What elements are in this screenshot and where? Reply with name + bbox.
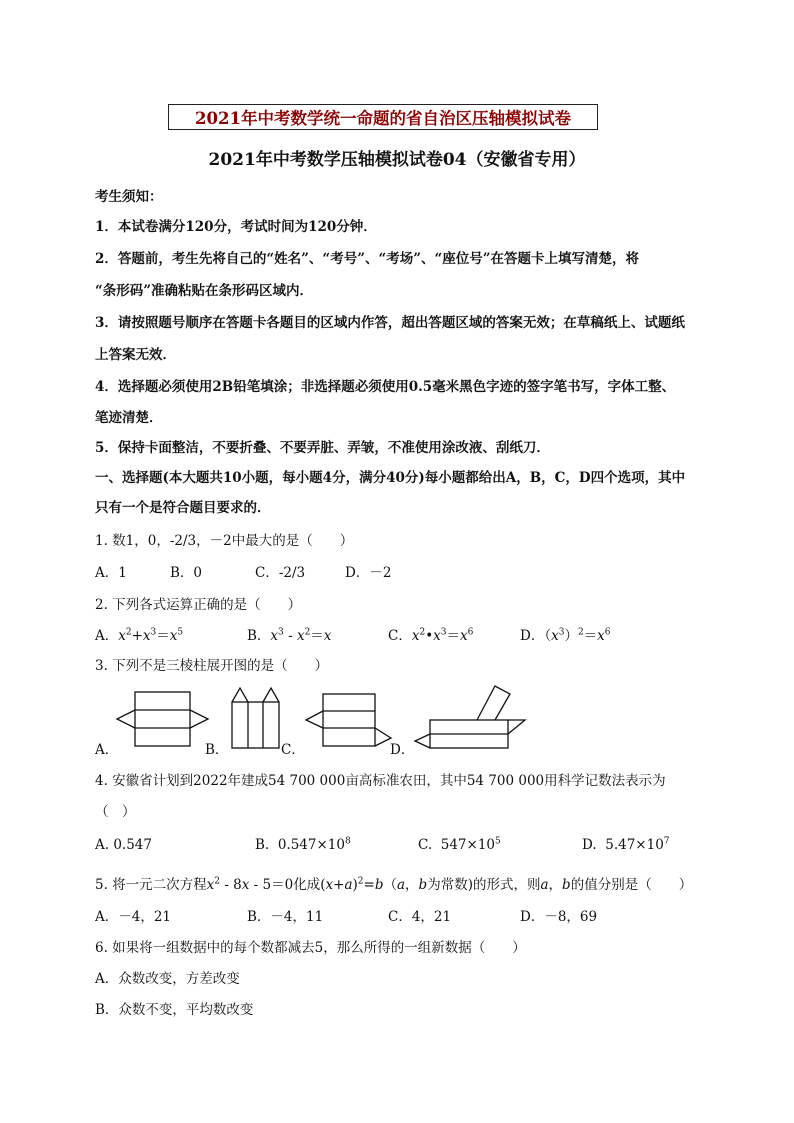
q5-option-b: B．－4，11 (247, 909, 324, 925)
notice-line: 2．答题前，考生先将自己的“姓名”、“考号”、“考场”、“座位号”在答题卡上填写清楚，将 (95, 251, 640, 267)
q6-option-b: B．众数不变，平均数改变 (95, 1002, 254, 1018)
notice-line: 4．选择题必须使用2B铅笔填涂；非选择题必须使用0.5毫米黑色字迹的签字笔书写，字体工整、 (95, 379, 676, 395)
q1-option-c: C．-2/3 (255, 565, 306, 581)
notice-line: “条形码”准确粘贴在条形码区域内． (95, 283, 314, 299)
question-4-stem-cont: （ ） (95, 804, 136, 820)
prism-nets-svg (95, 680, 535, 755)
q2-option-c: C．$x^2•x^3=x^6$ (388, 627, 474, 644)
q1-option-a: A．1 (95, 565, 127, 581)
q6-option-a: A．众数改变，方差改变 (95, 971, 240, 987)
notice-line: 上答案无效． (95, 347, 176, 363)
notice-line: 1．本试卷满分120分，考试时间为120分钟． (95, 219, 377, 235)
q2-option-b: B．$x^3 - x^2=x$ (247, 627, 332, 644)
q4-option-a: A. 0.547 (95, 837, 152, 853)
q5-option-c: C．4，21 (388, 909, 452, 925)
section-heading: 一、选择题(本大题共10小题，每小题4分，满分40分)每小题都给出A，B，C，D四个选项，其中 (95, 470, 686, 486)
q3-label-d: D． (390, 742, 415, 758)
q4-option-c: C. $547\times 10^5$ (418, 836, 501, 853)
q2-option-d: D．$(x^3)^2=x^6$ (520, 627, 611, 644)
question-2-stem: 2. 下列各式运算正确的是（ ） (95, 597, 302, 613)
q2-option-a: A．$x^2+x^3=x^5$ (95, 627, 184, 644)
q5-option-a: A．－4，21 (95, 909, 172, 925)
q3-label-c: C． (281, 742, 305, 758)
page-title: 2021年中考数学压轴模拟试卷04（安徽省专用） (208, 150, 586, 170)
question-3-stem: 3. 下列不是三棱柱展开图的是（ ） (95, 658, 329, 674)
q4-option-d: D. $5.47\times 10^7$ (582, 836, 670, 853)
section-heading: 只有一个是符合题目要求的． (95, 500, 271, 516)
q5-option-d: D．－8，69 (520, 909, 598, 925)
notice-line: 笔迹清楚． (95, 410, 163, 426)
q4-option-b: B. $0.547\times 10^8$ (255, 836, 351, 853)
prism-nets-figure (95, 680, 535, 758)
question-5-stem: 5. 将一元二次方程$x^2 - 8x - 5=0$化成$(x+a)^2=b(a$，b为常数)的形式，则a，b的值分别是（ ） (95, 876, 693, 893)
notice-line: 5．保持卡面整洁，不要折叠、不要弄脏、弄皱，不准使用涂改液、刮纸刀． (95, 440, 550, 456)
notice-heading: 考生须知： (95, 189, 163, 205)
notice-line: 3．请按照题号顺序在答题卡各题目的区域内作答，超出答题区域的答案无效；在草稿纸上、试题纸 (95, 315, 685, 331)
q3-label-b: B． (205, 742, 229, 758)
question-1-stem: 1. 数1，0，-2/3，－2中最大的是（ ） (95, 533, 354, 549)
banner-title: 2021年中考数学统一命题的省自治区压轴模拟试卷 (168, 104, 598, 130)
q1-option-b: B．0 (170, 565, 203, 581)
q1-option-d: D．－2 (345, 565, 392, 581)
q3-label-a: A． (95, 742, 119, 758)
question-4-stem: 4. 安徽省计划到2022年建成54 700 000亩高标准农田，其中54 700 000用科学记数法表示为 (95, 773, 666, 789)
question-6-stem: 6. 如果将一组数据中的每个数都减去5，那么所得的一组新数据（ ） (95, 940, 526, 956)
